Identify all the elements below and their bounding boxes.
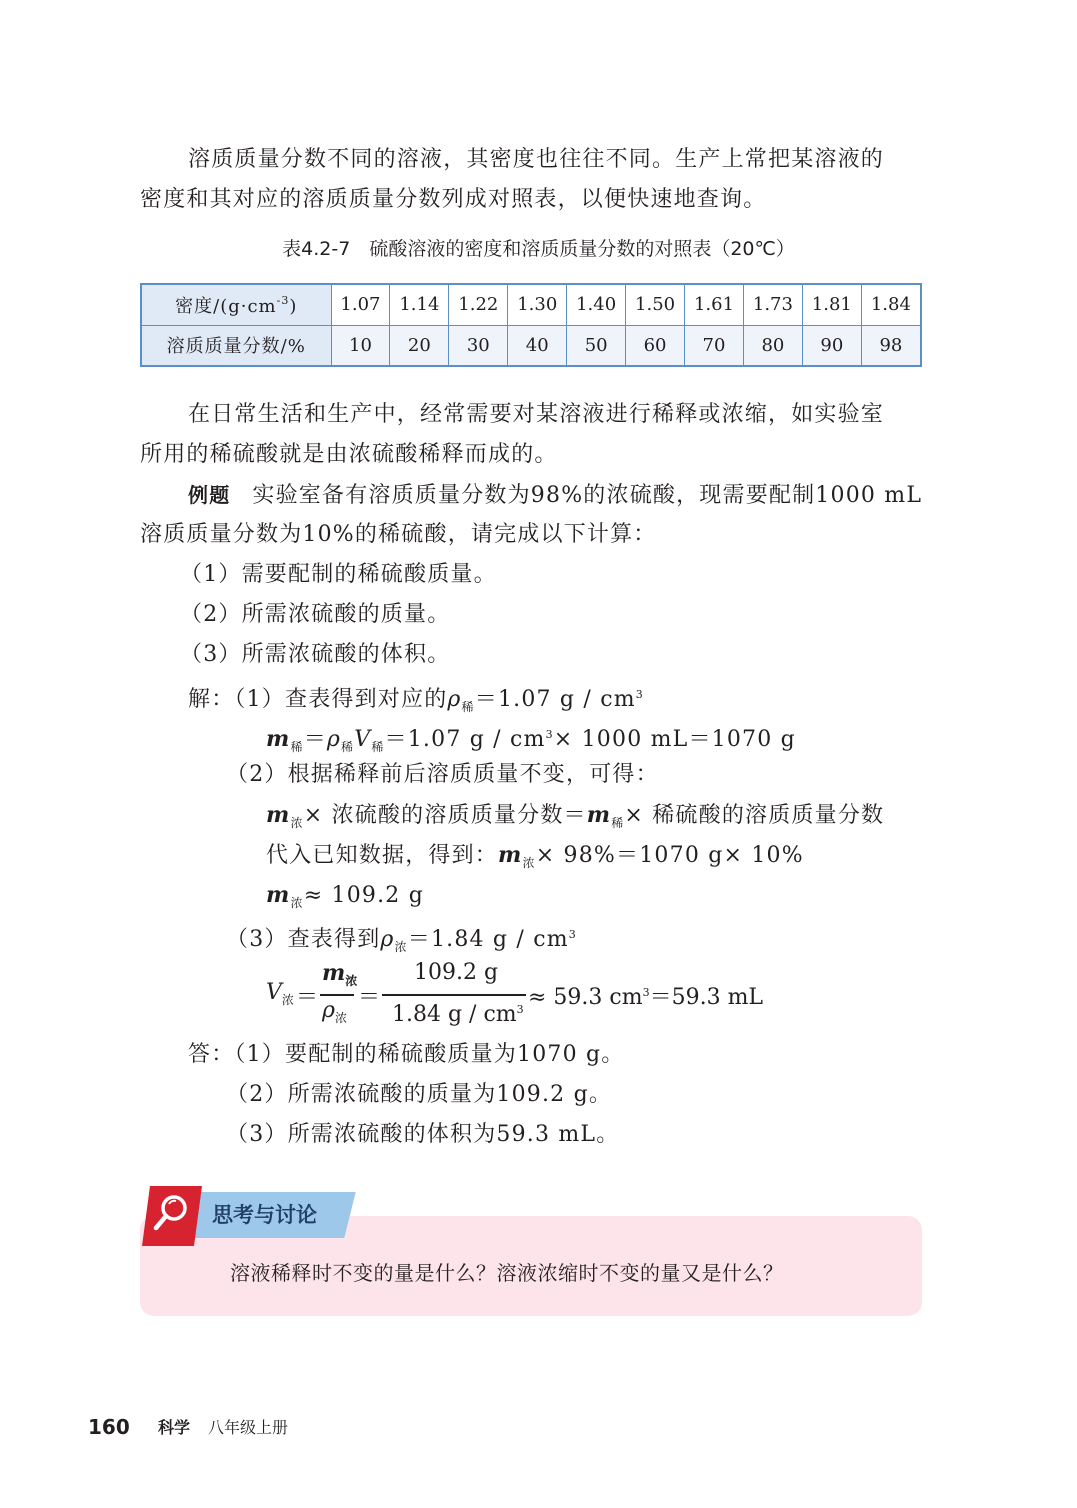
table-cell: 1.22	[449, 284, 508, 325]
table-cell: 50	[567, 325, 626, 366]
think-discuss-title: 思考与讨论	[212, 1203, 317, 1227]
example-line-1: 例题 实验室备有溶质质量分数为98%的浓硫酸，现需要配制1000 mL	[188, 483, 923, 508]
table-cell: 20	[390, 325, 449, 366]
table-cell: 1.14	[390, 284, 449, 325]
table-caption: 表4.2-7 硫酸溶液的密度和溶质质量分数的对照表（20℃）	[282, 238, 795, 260]
dilution-line-2: 所用的稀硫酸就是由浓硫酸稀释而成的。	[140, 442, 558, 467]
table-cell: 40	[508, 325, 567, 366]
table-row-density	[141, 284, 921, 325]
table-cell: 80	[743, 325, 802, 366]
solution-step-3: （3）查表得到$\rho_浓=1.84$ g / $cm^3$	[226, 927, 577, 954]
table-cell: 90	[802, 325, 861, 366]
table-cell: 1.50	[626, 284, 685, 325]
table-cell: 1.61	[685, 284, 744, 325]
frac-v: $V_浓$	[266, 980, 294, 1007]
table-cell: 70	[685, 325, 744, 366]
table-cell: 30	[449, 325, 508, 366]
density-table	[140, 283, 922, 367]
table-cell: 60	[626, 325, 685, 366]
frac-den-1: $\rho_浓$	[322, 998, 347, 1025]
frac-bar-2	[382, 994, 526, 996]
question-3: （3）所需浓硫酸的体积。	[180, 642, 451, 667]
intro-line-2: 密度和其对应的溶质质量分数列成对照表，以便快速地查询。	[140, 187, 767, 212]
frac-result: ≈ 59.3 $cm^3=59.3$ mL	[528, 985, 764, 1010]
frac-num-1: $m_浓$	[322, 960, 358, 988]
answer-1: 答：（1）要配制的稀硫酸质量为1070 g。	[188, 1042, 625, 1067]
question-1: （1）需要配制的稀硫酸质量。	[180, 562, 497, 587]
solution-step-2-relation: $m_浓\times$ 浓硫酸的溶质质量分数$=m_稀\times$ 稀硫酸的溶质质量分数	[266, 802, 885, 830]
solution-step-1-formula: $m_稀=\rho_稀V_稀=1.07$ $g / cm^3\times 1000$ mL＝1070 g	[266, 726, 796, 754]
table-cell: 1.30	[508, 284, 567, 325]
solution-step-1: 解：（1）查表得到对应的$\rho_稀=1.07$ g / $cm^3$	[188, 687, 644, 714]
footer-subject: 科学	[158, 1418, 191, 1437]
answer-2: （2）所需浓硫酸的质量为109.2 g。	[226, 1082, 613, 1107]
table-row-fraction	[141, 325, 921, 366]
dilution-paragraph	[140, 395, 922, 475]
table-cell: 1.81	[802, 284, 861, 325]
think-discuss-question: 溶液稀释时不变的量是什么？溶液浓缩时不变的量又是什么？	[230, 1261, 784, 1285]
solution-step-2-result: $m_浓\approx 109.2$ g	[266, 882, 424, 910]
solution-step-2: （2）根据稀释前后溶质质量不变，可得：	[226, 762, 659, 787]
solution-step-2-substitute: 代入已知数据，得到：$m_浓\times 98\%=1070$ g× 10%	[266, 842, 804, 870]
dilution-line-1: 在日常生活和生产中，经常需要对某溶液进行稀释或浓缩，如实验室	[188, 402, 885, 427]
answer-3: （3）所需浓硫酸的体积为59.3 mL。	[226, 1122, 620, 1147]
table-head-density: 密度$/(g\cdot cm^{-3})$	[141, 284, 331, 325]
page-number: 160	[88, 1415, 130, 1439]
frac-num-2: 109.2 g	[414, 960, 499, 985]
table-cell: 98	[861, 325, 921, 366]
frac-eq-2: ＝	[358, 985, 381, 1010]
example-label: 例题	[188, 483, 231, 507]
table-cell: 1.84	[861, 284, 921, 325]
magnifier-icon	[140, 1184, 202, 1246]
table-cell: 10	[331, 325, 390, 366]
frac-bar-1	[320, 994, 354, 996]
footer-grade: 八年级上册	[208, 1418, 289, 1437]
table-cell: 1.40	[567, 284, 626, 325]
table-cell: 1.73	[743, 284, 802, 325]
frac-eq-1: ＝	[296, 985, 319, 1010]
intro-line-1: 溶质质量分数不同的溶液，其密度也往往不同。生产上常把某溶液的	[188, 147, 885, 172]
table-head-fraction: 溶质质量分数/%	[141, 325, 331, 366]
frac-den-2: 1.84 g / $cm^3$	[392, 1002, 524, 1027]
question-2: （2）所需浓硫酸的质量。	[180, 602, 451, 627]
table-cell: 1.07	[331, 284, 390, 325]
example-line-2: 溶质质量分数为10%的稀硫酸，请完成以下计算：	[140, 522, 657, 547]
intro-paragraph	[140, 140, 922, 220]
